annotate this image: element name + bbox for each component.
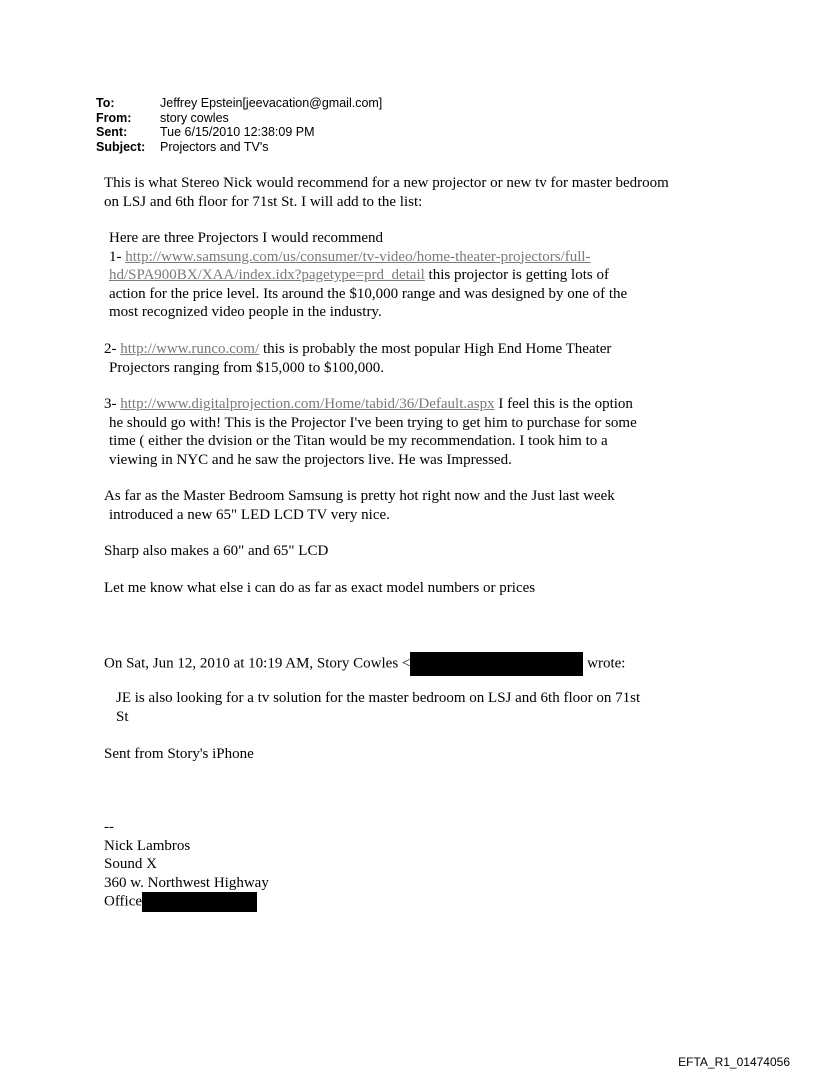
to-value: Jeffrey Epstein[jeevacation@gmail.com] — [160, 96, 383, 110]
quoted-line-2: St — [116, 708, 129, 725]
subject-value: Projectors and TV's — [160, 139, 269, 154]
office-label: Office — [104, 893, 143, 910]
redaction-phone — [142, 892, 257, 912]
to-row — [96, 96, 382, 111]
intro-paragraph — [104, 174, 669, 211]
signature-dashes: -- — [104, 819, 114, 835]
item2-after-link: this is probably the most popular High End Home Theater — [259, 341, 612, 357]
let-me-know-line: Let me know what else i can do as far as exact model numbers or prices — [104, 580, 536, 596]
sharp-line: Sharp also makes a 60" and 65" LCD — [104, 543, 329, 559]
signature-company: Sound X — [104, 856, 157, 872]
signature-office-line — [104, 892, 269, 912]
projectors-intro: Here are three Projectors I would recommend — [109, 230, 384, 246]
bedroom-paragraph — [104, 487, 615, 524]
item2-line-1 — [104, 340, 611, 359]
bedroom-line-2: introduced a new 65" LED LCD TV very nice. — [109, 506, 390, 523]
item3-line-4: viewing in NYC and he saw the projectors live. He was Impressed. — [109, 451, 512, 468]
signature-name: Nick Lambros — [104, 837, 191, 854]
item2-block — [104, 340, 611, 377]
quoted-text — [116, 689, 640, 726]
document-id: EFTA_R1_01474056 — [678, 1055, 790, 1069]
signature-address: 360 w. Northwest Highway — [104, 874, 269, 891]
quoted-header — [104, 652, 625, 676]
projectors-block — [109, 229, 627, 322]
samsung-link-part1[interactable]: http://www.samsung.com/us/consumer/tv-video/home-theater-projectors/full- — [125, 248, 591, 265]
digitalprojection-link[interactable]: http://www.digitalprojection.com/Home/tabid/36/Default.aspx — [120, 396, 495, 412]
bedroom-line-1: As far as the Master Bedroom Samsung is pretty hot right now and the Just last week — [104, 488, 615, 504]
item3-after-link: I feel this is the option — [494, 396, 633, 412]
item3-line-3: time ( either the dvision or the Titan would be my recommendation. I took him to a — [109, 433, 608, 449]
intro-line-1: This is what Stereo Nick would recommend for a new projector or new tv for master bedroom — [104, 175, 669, 191]
email-header — [96, 96, 382, 154]
from-value: story cowles — [160, 110, 229, 125]
quoted-header-before: On Sat, Jun 12, 2010 at 10:19 AM, Story Cowles < — [104, 655, 411, 672]
item2-prefix: 2- — [104, 341, 121, 357]
quoted-header-after: wrote: — [583, 655, 626, 672]
sent-value: Tue 6/15/2010 12:38:09 PM — [160, 125, 315, 139]
redaction-email — [410, 652, 583, 676]
from-label: From: — [96, 110, 132, 125]
sent-from-line: Sent from Story's iPhone — [104, 746, 254, 762]
signature-block — [104, 818, 269, 912]
item1-line-4: most recognized video people in the industry. — [109, 304, 382, 320]
samsung-link-part2[interactable]: hd/SPA900BX/XAA/index.idx?pagetype=prd_detail — [109, 267, 425, 283]
from-row — [96, 111, 382, 126]
quoted-line-1: JE is also looking for a tv solution for the master bedroom on LSJ and 6th floor on 71st — [116, 690, 641, 706]
item1-after-link: this projector is getting lots of — [424, 267, 609, 283]
item3-prefix: 3- — [104, 396, 121, 412]
item3-block — [104, 395, 637, 469]
item3-line-1 — [104, 395, 637, 414]
item3-line-2: he should go with! This is the Projector I've been trying to get him to purchase for some — [109, 414, 637, 431]
item1-line-2 — [109, 266, 627, 285]
runco-link[interactable]: http://www.runco.com/ — [120, 341, 260, 357]
subject-row — [96, 140, 382, 155]
to-label: To: — [96, 96, 115, 110]
item1-line-3: action for the price level. Its around the $10,000 range and was designed by one of the — [109, 285, 628, 302]
item2-line-2: Projectors ranging from $15,000 to $100,000. — [109, 359, 384, 376]
item1-prefix: 1- — [109, 248, 126, 265]
subject-label: Subject: — [96, 139, 146, 154]
sent-label: Sent: — [96, 125, 128, 139]
sent-row — [96, 125, 382, 140]
item1-line-1 — [109, 248, 627, 267]
intro-line-2: on LSJ and 6th floor for 71st St. I will add to the list: — [104, 193, 423, 210]
